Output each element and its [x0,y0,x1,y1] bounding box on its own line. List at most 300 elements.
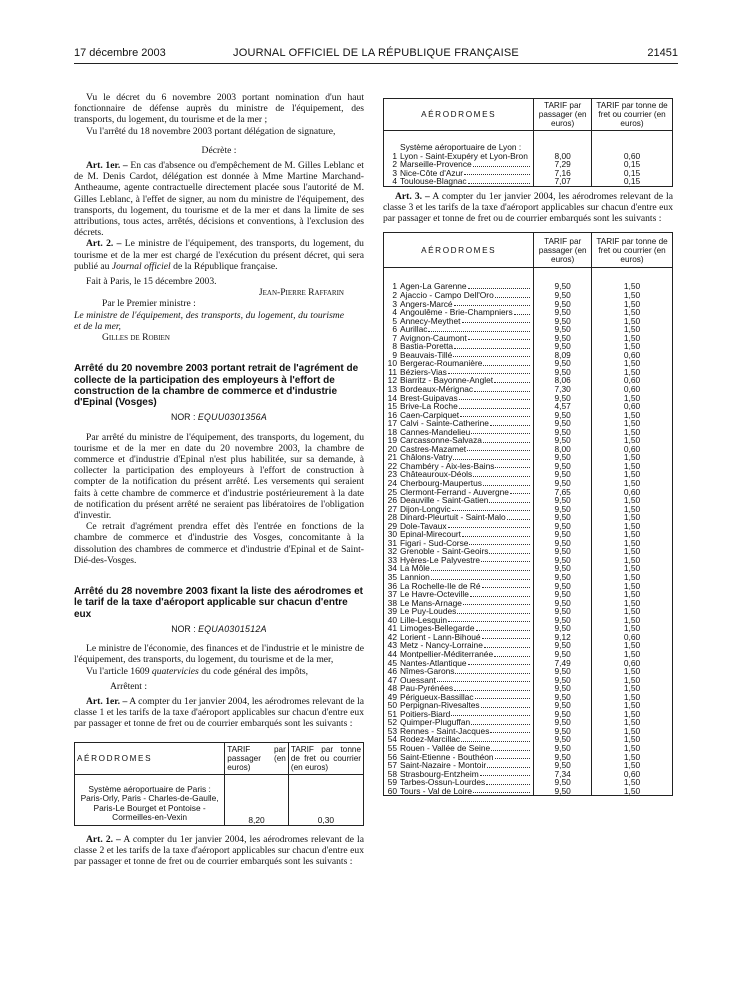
tarif-fret: 0,60 [592,351,673,360]
dot-leader [467,450,530,451]
tarif-passager: 9,50 [534,453,592,462]
tarif-fret: 1,50 [592,436,673,445]
tarif-passager: 9,50 [534,650,592,659]
article-label: Art. 1er. – [86,696,128,707]
row-number: 57 [387,760,397,771]
nor-code: EQUA0301512A [198,623,267,634]
row-number: 21 [387,452,397,463]
row-number: 55 [387,742,397,753]
row-number: 48 [387,683,397,694]
row-number: 19 [387,435,397,446]
dot-leader [470,596,530,597]
aerodrome-cell [384,177,534,186]
row-number: 20 [387,443,397,454]
nor-code: EQUU0301356A [197,412,268,423]
aerodrome-name: Beauvais-Tillé [400,349,453,360]
nor-label: NOR : [170,412,196,423]
tarif-fret: 1,50 [592,539,673,548]
page-header [74,47,678,61]
tarif-fret: 0,15 [592,169,673,178]
col-tarif-passager: TARIF par passager (en euros) [225,742,289,774]
article-1 [74,696,364,730]
dot-leader [510,493,530,494]
dot-leader [473,476,530,477]
article-text: de la République française. [173,260,278,272]
aerodrome-name: Le Mans-Arnage [400,597,462,608]
tarif-passager: 9,50 [534,436,592,445]
aerodrome-name: Poitiers-Biard [400,708,451,719]
tarif-passager: 9,50 [534,496,592,505]
tarif-fret: 1,50 [592,693,673,702]
dot-leader [495,758,531,759]
tarif-passager: 9,50 [534,479,592,488]
tarif-fret: 0,60 [592,402,673,411]
dot-leader [431,579,530,580]
dot-leader [457,613,530,614]
dot-leader [448,527,531,528]
arrete-title: Arrêté du 20 novembre 2003 portant retrait de l'agrément de collecte de la participation des employeurs à l'effort de construction de la chambre de commerce et d'industrie d'Epinal (Vosges) [74,363,359,409]
tarif-fret: 1,50 [592,470,673,479]
aerodrome-name: Nantes-Atlantique [400,657,467,668]
class3-table [383,232,673,796]
aerodrome-name: Angoulême - Brie-Champniers [400,307,513,318]
tarif-passager: 9,50 [534,539,592,548]
aerodrome-name: Ouessant [400,674,436,685]
aerodrome-name: Béziers-Vias [400,366,447,377]
tarif-passager: 9,50 [534,744,592,753]
tarif-passager: 9,50 [534,778,592,787]
tarif-passager: 9,50 [534,419,592,428]
tarif-passager: 9,50 [534,599,592,608]
aerodrome-name: Annecy-Meythet [400,315,461,326]
decrete-heading: Décrète : [201,144,237,156]
tarif-passager: 9,50 [534,394,592,403]
nor-reference [74,624,364,635]
tarif-fret: 1,50 [592,718,673,727]
tarif-passager: 4,57 [534,402,592,411]
dot-leader [491,750,530,751]
row-number: 37 [387,589,397,600]
aerodrome-name: Toulouse-Blagnac [400,176,467,187]
row-number: 38 [387,597,397,608]
tarif-fret: 1,50 [592,599,673,608]
tarif-fret: 1,50 [592,479,673,488]
right-column [383,98,673,796]
row-number: 51 [387,708,397,719]
aerodrome-name: Agen-La Garenne [400,281,467,292]
tarif-passager: 9,50 [534,727,592,736]
col-tarif-fret: TARIF par tonne de fret ou courrier (en euros) [288,742,363,774]
tarif-fret: 1,50 [592,684,673,693]
tarif-passager: 9,50 [534,359,592,368]
aerodrome-name: Perpignan-Rivesaltes [400,700,480,711]
tarif-passager: 9,50 [534,641,592,650]
dot-leader [490,425,530,426]
aerodrome-name: Tarbes-Ossun-Lourdes [400,777,486,788]
tarif-fret: 0,60 [592,143,673,160]
aerodrome-name: Biarritz - Bayonne-Anglet [400,375,494,386]
tarif-fret: 1,50 [592,778,673,787]
tarif-fret: 1,50 [592,607,673,616]
aerodrome-name: Châlons-Vatry [400,452,453,463]
tarif-fret: 1,50 [592,300,673,309]
dot-leader [459,408,531,409]
tarif-fret: 1,50 [592,676,673,685]
dot-leader [494,382,530,383]
left-column [74,92,364,868]
tarif-fret: 1,50 [592,282,673,291]
aerodrome-name: Lorient - Lann-Bihoué [400,631,481,642]
dot-leader [448,373,530,374]
tarif-fret: 1,50 [592,462,673,471]
tarif-passager: 7,07 [534,177,592,186]
tarif-passager: 9,50 [534,462,592,471]
tarif-passager: 8,00 [534,445,592,454]
row-number: 15 [387,401,397,412]
article-text: A compter du 1er janvier 2004, les aérodromes relevant de la classe 1 et les tarifs de la taxe d'aéroport applicables sur chacun d'entre eux par passager et tonne de fret ou de courrier embarqués sont les suivants : [74,696,364,730]
row-number: 56 [387,751,397,762]
article-label: Art. 2. – [86,238,122,250]
tarif-passager: 9,50 [534,282,592,291]
aerodrome-name: Ajaccio - Campo Dell'Oro [400,289,494,300]
dot-leader [483,485,530,486]
row-number: 9 [392,349,397,360]
aerodrome-name: Limoges-Bellegarde [400,623,475,634]
col-tarif-passager: TARIF par passager (en euros) [534,233,592,268]
aerodrome-name: Lannion [400,572,430,583]
dot-leader [487,767,530,768]
aerodrome-name: Clermont-Ferrand - Auvergne [400,486,509,497]
aerodrome-name: Châteauroux-Déols [400,469,473,480]
row-number: 4 [392,307,397,318]
tarif-passager: 9,50 [534,787,592,796]
dot-leader [473,792,530,793]
dot-leader [494,656,530,657]
article-2 [74,238,364,272]
tarif-fret: 1,50 [592,394,673,403]
class2-table [383,98,673,187]
article-3 [383,191,673,225]
dot-leader [473,166,531,167]
minister-title: Le ministre de l'équipement, des transports, du logement, du tourisme et de la mer, [74,309,344,332]
dot-leader [453,459,530,460]
tarif-passager: 9,50 [534,317,592,326]
aerodrome-name: Système aéroportuaire de Paris : Paris-Orly, Paris - Charles-de-Gaulle, Paris-Le Bourget et Pontoise - Cormeilles-en-Vexin [75,783,225,826]
dot-leader [475,698,531,699]
row-number: 41 [387,623,397,634]
tarif-passager: 9,50 [534,522,592,531]
aerodrome-name: Marseille-Provence [400,159,472,170]
tarif-fret: 0,60 [592,659,673,668]
tarif-fret: 1,50 [592,453,673,462]
tarif-fret: 1,50 [592,419,673,428]
aerodrome-name: Périgueux-Bassillac [400,691,474,702]
tarif-passager: 9,50 [534,624,592,633]
row-number: 36 [387,580,397,591]
tarif-passager: 9,50 [534,291,592,300]
article-label: Art. 1er. – [86,160,128,172]
arrete-title: Arrêté du 28 novembre 2003 fixant la liste des aérodromes et le tarif de la taxe d'aéroport applicable sur chacun d'entre eux [74,586,364,620]
aerodrome-name: Strasbourg-Entzheim [400,768,479,779]
row-number: 2 [392,159,397,170]
aerodrome-name: Quimper-Pluguffan [400,717,471,728]
row-number: 47 [387,674,397,685]
row-number: 59 [387,777,397,788]
dot-leader [482,638,531,639]
dot-leader [480,775,531,776]
row-number: 14 [387,392,397,403]
tarif-passager: 9,50 [534,710,592,719]
tarif-passager: 9,50 [534,411,592,420]
article-text: Le ministre de l'équipement, des transports, du logement, du tourisme et de la mer est chargé de l'exécution du présent décret, qui sera publié au [74,238,364,272]
dot-leader [464,174,530,175]
row-number: 54 [387,734,397,745]
aerodrome-name: Lille-Lesquin [400,614,448,625]
tarif-fret: 0,30 [288,783,363,826]
col-aerodromes: AÉRODROMES [75,742,225,774]
tarif-passager: 9,50 [534,530,592,539]
aerodrome-name: Figari - Sud-Corse [400,537,469,548]
row-number: 3 [392,298,397,309]
nor-reference [74,412,364,423]
row-number: 45 [387,657,397,668]
row-number: 33 [387,554,397,565]
row-number: 49 [387,691,397,702]
tarif-fret: 1,50 [592,411,673,420]
aerodrome-name: Castres-Mazamet [400,443,467,454]
row-number: 16 [387,409,397,420]
aerodrome-name: Deauville - Saint-Gatien [400,495,489,506]
row-number: 30 [387,529,397,540]
tarif-passager: 9,50 [534,761,592,770]
dot-leader [452,510,531,511]
dot-leader [484,647,530,648]
aerodrome-name: Saint-Etienne - Bouthéon [400,751,494,762]
dot-leader [460,416,530,417]
tarif-passager: 9,50 [534,676,592,685]
dot-leader [468,664,531,665]
tarif-passager: 8,20 [225,783,289,826]
aerodrome-name: Calvi - Sainte-Catherine [400,418,489,429]
dot-leader [468,183,531,184]
tarif-fret: 0,15 [592,160,673,169]
tarif-fret: 1,50 [592,650,673,659]
dot-leader [489,502,530,503]
row-number: 18 [387,426,397,437]
row-number: 23 [387,469,397,480]
dot-leader [489,553,530,554]
tarif-passager: 9,50 [534,735,592,744]
col-tarif-fret: TARIF par tonne de fret ou courrier (en euros) [592,99,673,131]
row-number: 3 [392,167,397,178]
tarif-passager: 8,06 [534,376,592,385]
tarif-fret: 1,50 [592,359,673,368]
aerodrome-name: Brive-La Roche [400,401,458,412]
table-row [384,787,673,796]
tarif-fret: 1,50 [592,641,673,650]
header-rule [74,63,678,64]
tarif-fret: 1,50 [592,564,673,573]
aerodrome-name: Bergerac-Roumanière [400,358,483,369]
aerodrome-name: Système aéroportuaire de Lyon : Lyon - Saint-Exupéry et Lyon-Bron [400,142,528,161]
journal-reference: Journal officiel [111,260,171,272]
aerodrome-name: Angers-Marcé [400,298,453,309]
row-number: 29 [387,520,397,531]
row-number: 53 [387,725,397,736]
aerodrome-name: Chambéry - Aix-les-Bains [400,460,495,471]
row-number: 22 [387,460,397,471]
article-2 [74,834,364,868]
row-number: 43 [387,640,397,651]
tarif-fret: 1,50 [592,428,673,437]
tarif-passager: 9,50 [534,505,592,514]
dot-leader [454,305,531,306]
row-number: 4 [392,176,397,187]
dot-leader [469,544,530,545]
dot-leader [455,673,530,674]
dot-leader [428,331,530,332]
tarif-passager: 9,50 [534,718,592,727]
col-tarif-fret: TARIF par tonne de fret ou courrier (en euros) [592,233,673,268]
tarif-fret: 0,60 [592,445,673,454]
aerodrome-name: Cannes-Mandelieu [400,426,471,437]
row-number: 1 [392,281,397,292]
tarif-fret: 1,50 [592,735,673,744]
tarif-passager: 9,50 [534,342,592,351]
tarif-fret: 0,60 [592,376,673,385]
dot-leader [486,784,530,785]
tarif-fret: 0,15 [592,177,673,186]
dot-leader [481,561,530,562]
table-header-row [75,742,364,774]
tarif-passager: 9,50 [534,693,592,702]
tarif-fret: 1,50 [592,291,673,300]
aerodrome-name: Aurillac [400,324,428,335]
tarif-fret: 0,60 [592,633,673,642]
row-number: 42 [387,631,397,642]
col-aerodromes: AÉRODROMES [384,233,534,268]
row-number: 44 [387,648,397,659]
row-number: 40 [387,614,397,625]
tarif-passager: 9,50 [534,547,592,556]
tarif-fret: 1,50 [592,334,673,343]
aerodrome-name: La Môle [400,563,430,574]
dot-leader [454,690,530,691]
tarif-fret: 1,50 [592,590,673,599]
dot-leader [476,630,531,631]
tarif-fret: 1,50 [592,667,673,676]
row-number: 7 [392,332,397,343]
col-aerodromes: AÉRODROMES [384,99,534,131]
aerodrome-name: Nice-Côte d'Azur [400,167,464,178]
dot-leader [483,365,530,366]
aerodrome-name: Rodez-Marcillac [400,734,461,745]
tarif-passager: 9,50 [534,684,592,693]
tarif-fret: 1,50 [592,342,673,351]
aerodrome-name: Hyères-Le Palyvestre [400,554,481,565]
dot-leader [448,621,530,622]
tarif-passager: 9,50 [534,368,592,377]
tarif-fret: 1,50 [592,505,673,514]
tarif-passager: 8,09 [534,351,592,360]
aerodrome-name: Carcassonne-Salvaza [400,435,482,446]
dot-leader [462,536,530,537]
article-text: En cas d'absence ou d'empêchement de M. Gilles Leblanc et de M. Denis Cardot, délégation est donnée à Mme Martine Marchand-Antheaume, agente contractuelle directement placée sous l'autorité de M. Gilles Leblanc, à l'effet de signer, au nom du ministre de l'équipement, des transports, du logement, du tourisme et de la mer et dans la limite de ses attributions, tous actes, arrêtés, décisions et conventions, à l'exclusion des décrets. [74,160,364,239]
paragraph [74,666,364,677]
tarif-fret: 1,50 [592,513,673,522]
table-row [384,177,673,186]
tarif-fret: 0,60 [592,488,673,497]
table-row [75,783,364,826]
tarif-fret: 1,50 [592,368,673,377]
tarif-passager: 9,12 [534,633,592,642]
tarif-fret: 1,50 [592,616,673,625]
tarif-fret: 1,50 [592,761,673,770]
aerodrome-name: Brest-Guipavas [400,392,458,403]
fait-line: Fait à Paris, le 15 décembre 2003. [86,276,217,288]
row-number: 28 [387,512,397,523]
aerodrome-name: Nîmes-Garons [400,666,455,677]
aerodrome-name: Grenoble - Saint-Geoirs [400,546,489,557]
tarif-passager: 9,50 [534,753,592,762]
row-number: 58 [387,768,397,779]
tarif-fret: 1,50 [592,325,673,334]
text: Vu l'article 1609 [86,665,150,677]
journal-title: JOURNAL OFFICIEL DE LA RÉPUBLIQUE FRANÇAISE [233,47,519,59]
dot-leader [463,604,530,605]
dot-leader [461,741,530,742]
tarif-passager: 8,00 [534,143,592,160]
tarif-passager: 9,50 [534,556,592,565]
tarif-passager: 9,50 [534,590,592,599]
arretent-heading: Arrêtent : [110,680,148,692]
aerodrome-name: Le Puy-Loudes [400,606,457,617]
dot-leader [468,339,530,340]
header-date: 17 décembre 2003 [74,47,166,59]
tarif-fret: 1,50 [592,556,673,565]
table-header-row [384,99,673,131]
dot-leader [462,322,531,323]
tarif-passager: 7,16 [534,169,592,178]
dot-leader [454,348,530,349]
aerodrome-name: Cherbourg-Maupertus [400,478,482,489]
tarif-fret: 1,50 [592,573,673,582]
row-number: 35 [387,572,397,583]
tarif-fret: 1,50 [592,530,673,539]
aerodrome-name: Caen-Carpiquet [400,409,460,420]
row-number: 17 [387,418,397,429]
row-number: 31 [387,537,397,548]
dot-leader [514,314,531,315]
aerodrome-name: Montpellier-Méditerranée [400,648,494,659]
tarif-fret: 1,50 [592,753,673,762]
class1-table [74,742,364,826]
tarif-fret: 1,50 [592,624,673,633]
row-number: 11 [388,366,397,377]
tarif-fret: 1,50 [592,701,673,710]
row-number: 10 [387,358,397,369]
row-number: 32 [387,546,397,557]
dot-leader [453,356,530,357]
aerodrome-name: Dijon-Longvic [400,503,451,514]
tarif-passager: 9,50 [534,334,592,343]
dot-leader [431,570,530,571]
paragraph: Par arrêté du ministre de l'équipement, des transports, du logement, du tourisme et de la mer en date du 20 novembre 2003, la chambre de commerce et d'industrie d'Epinal n'est plus habilitée, sur sa demande, à collecter la participation des employeurs à l'effort de construction à compter de la notification du présent arrêté. Les versements qui seraient faits à cette chambre de commerce et d'industrie postérieurement à la date de notification du présent arrêté ne seraient pas libératoires de l'obligation d'investir. [74,431,364,522]
row-number: 5 [392,315,397,326]
table-row [384,143,673,160]
aerodrome-cell [384,143,534,160]
nor-label: NOR : [171,623,196,634]
